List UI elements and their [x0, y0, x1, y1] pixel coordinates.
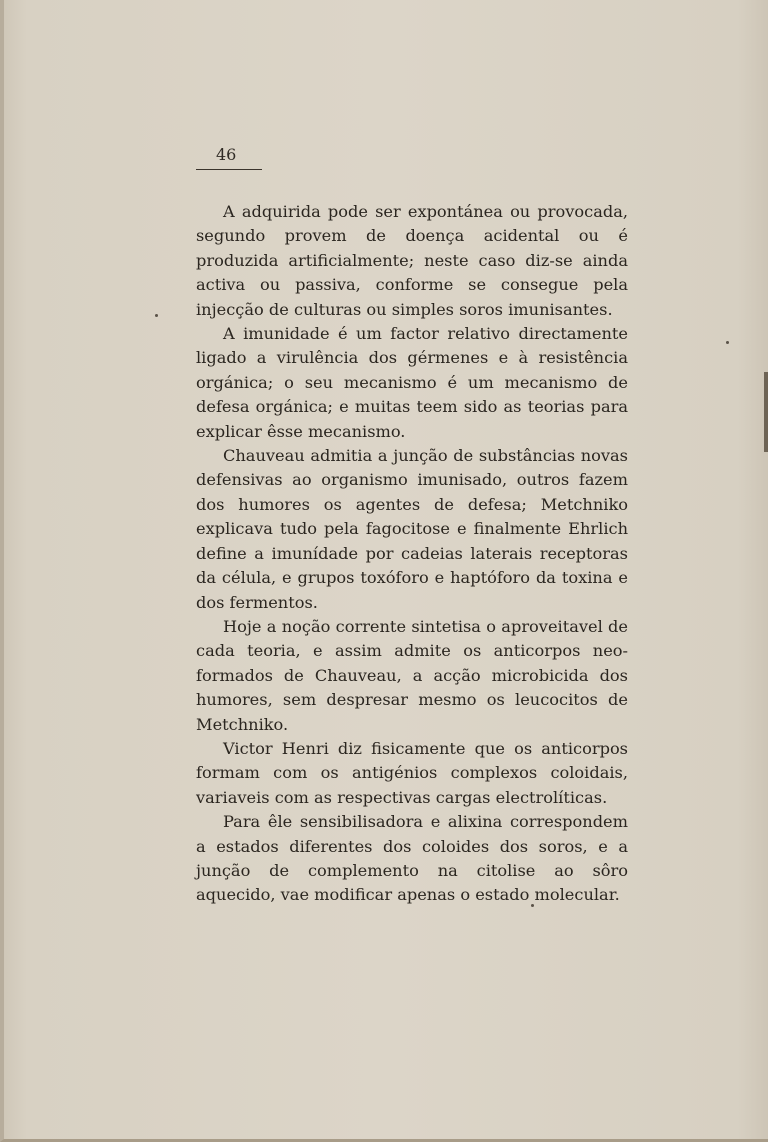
- speck: [726, 341, 729, 344]
- speck: [155, 314, 158, 317]
- paragraph-5: Victor Henri diz fisicamente que os anticorpos formam com os antigénios complexos coloidais, variaveis com as respectivas cargas electrolíticas.: [196, 738, 628, 807]
- body-text: [196, 200, 628, 908]
- paragraph-1: A adquirida pode ser expontánea ou provocada, segundo provem de doença acidental ou é produzida artificialmente; neste caso diz-se ainda activa ou passiva, conforme se consegue pela injecção de culturas ou simples soros imunisantes.: [196, 202, 628, 319]
- page-number-rule: [196, 169, 262, 170]
- paragraph-3: Chauveau admitia a junção de substâncias novas defensivas ao organismo imunisado, outros fazem dos humores os agentes de defesa; Metchniko explicava tudo pela fagocitose e finalmente Ehrlich define a imunídade por cadeias laterais receptoras da célula, e grupos toxóforo e haptóforo da toxina e dos fermentos.: [196, 446, 628, 612]
- paragraph-4: Hoje a noção corrente sintetisa o aproveitavel de cada teoria, e assim admite os anticorpos neo-formados de Chauveau, a acção microbicida dos humores, sem despresar mesmo os leucocitos de Metchniko.: [196, 616, 628, 734]
- paragraph-2: A imunidade é um factor relativo directamente ligado a virulência dos gérmenes e à resistência orgánica; o seu mecanismo é um mecanismo de defesa orgánica; e muitas teem sido as teorias para explicar êsse mecanismo.: [196, 324, 628, 441]
- page-edge-mark: [764, 372, 768, 452]
- speck: [531, 904, 534, 907]
- paragraph-6: Para êle sensibilisadora e alixina correspondem a estados diferentes dos coloides dos soros, e a junção de complemento na citolise ao sôro aquecido, vae modificar apenas o estado molecular.: [196, 812, 628, 905]
- page-number: 46: [216, 145, 237, 164]
